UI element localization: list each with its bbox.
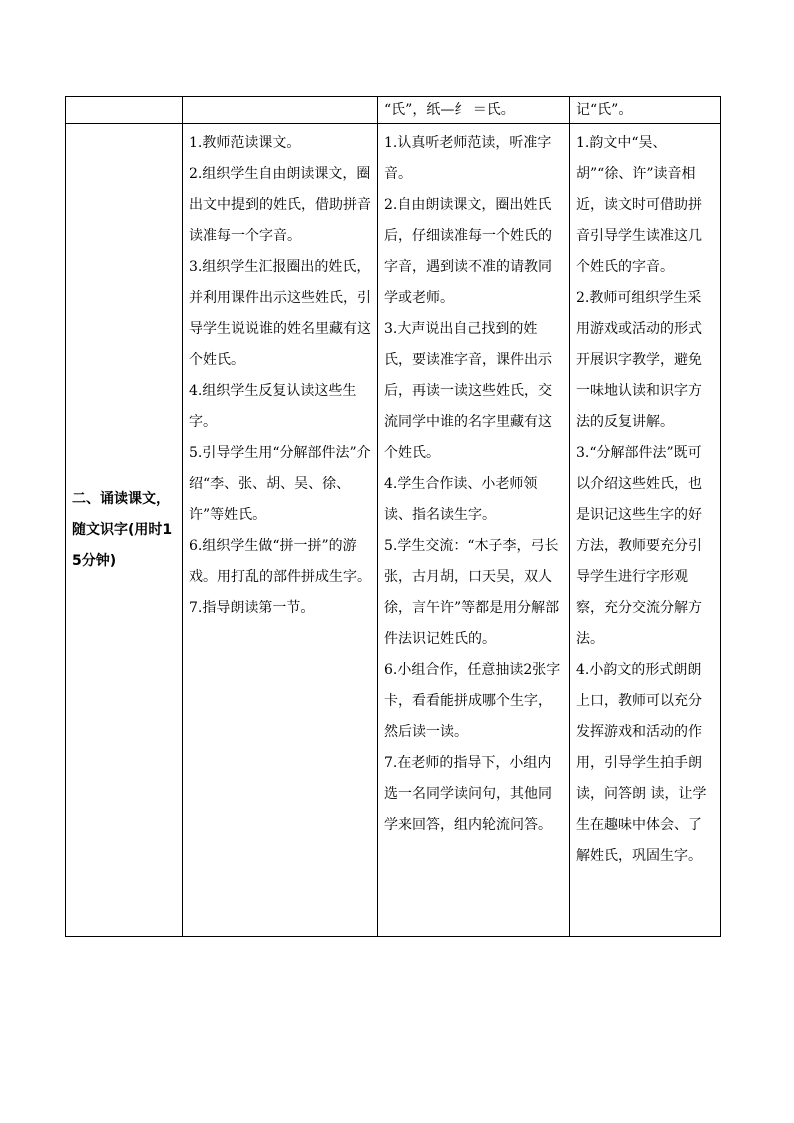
teacher-activities-cell — [183, 124, 378, 937]
student-activity: 6.小组合作，任意抽读2张字卡，看看能拼成哪个生字，然后读一读。 — [384, 662, 561, 740]
student-activity: 3.大声说出自己找到的姓氏，要读准字音，课件出示后，再读一读这些姓氏，交流同学中谁的名字里藏有这个姓氏。 — [384, 321, 552, 461]
student-activity: 2.自由朗读课文，圈出姓氏后，仔细读准每一个姓氏的字音，遇到读不准的请教同学或老师。 — [384, 197, 552, 306]
teacher-activity: 5.引导学生用“分解部件法”介绍“李、张、胡、吴、徐、许”等姓氏。 — [189, 445, 371, 523]
teacher-activity: 3.组织学生汇报圈出的姓氏，并利用课件出示这些姓氏，引导学生说说谁的姓名里藏有这个姓氏。 — [189, 259, 371, 368]
design-note: 1.韵文中“吴、胡”“徐、许”读音相近，读文时可借助拼音引导学生读准这几个姓氏的字音。 — [576, 135, 702, 275]
lesson-plan-table — [65, 96, 721, 937]
student-activity: 1.认真听老师范读，听准字音。 — [384, 135, 552, 182]
design-note: 4.小韵文的形式朗朗上口，教师可以充分发挥游戏和活动的作用，引导学生拍手朗读，问答朗 读，让学生在趣味中体会、了解姓氏，巩固生字。 — [576, 662, 707, 864]
section-title: 二、诵读课文，随文识字(用时15分钟) — [66, 124, 183, 937]
notes-cell — [570, 124, 721, 937]
top-cell-2 — [183, 97, 378, 124]
design-note: 2.教师可组织学生采用游戏或活动的形式开展识字教学，避免一味地认读和识字方法的反复讲解。 — [576, 290, 702, 430]
teacher-activity: 7.指导朗读第一节。 — [189, 600, 315, 616]
student-activity: 5.学生交流：“木子李，弓长张，古月胡，口天吴，双人徐，言午许”等都是用分解部件法识记姓氏的。 — [384, 538, 560, 647]
teacher-activity: 4.组织学生反复认读这些生字。 — [189, 383, 357, 430]
table-row-continued — [66, 97, 721, 124]
table-row-section-2 — [66, 124, 721, 937]
teacher-activity: 1.教师范读课文。 — [189, 135, 301, 151]
student-activity: 7.在老师的指导下，小组内选一名同学读问句，其他同学来回答，组内轮流问答。 — [384, 755, 552, 833]
top-cell-1 — [66, 97, 183, 124]
top-cell-4: 记“氏”。 — [570, 97, 721, 124]
student-activities-cell — [378, 124, 570, 937]
top-cell-3: “氏”，纸—纟 ＝氏。 — [378, 97, 570, 124]
student-activity: 4.学生合作读、小老师领读、指名读生字。 — [384, 476, 538, 523]
teacher-activity: 2.组织学生自由朗读课文，圈出文中提到的姓氏，借助拼音读准每一个字音。 — [189, 166, 371, 244]
teacher-activity: 6.组织学生做“拼一拼”的游戏。用打乱的部件拼成生字。 — [189, 538, 371, 585]
design-note: 3.“分解部件法”既可以介绍这些姓氏，也是识记这些生字的好方法，教师要充分引导学生进行字形观察，充分交流分解方法。 — [576, 445, 702, 647]
